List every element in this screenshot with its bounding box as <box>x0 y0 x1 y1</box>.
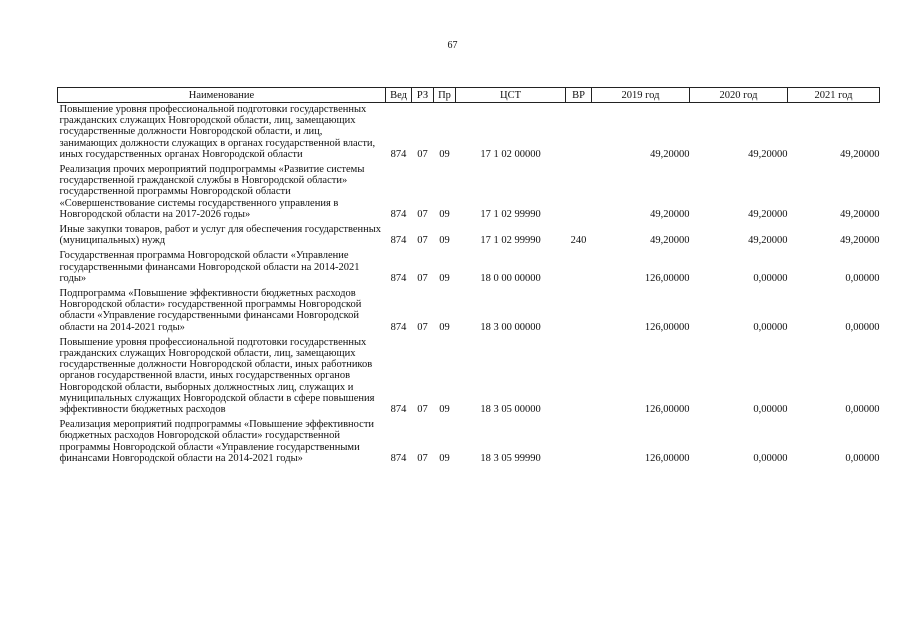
row-ved: 874 <box>390 148 407 160</box>
row-rz: 07 <box>417 272 428 284</box>
row-cst: 17 1 02 00000 <box>480 148 541 160</box>
row-cst: 17 1 02 99990 <box>480 208 541 220</box>
row-vr <box>566 103 592 164</box>
header-name: Наименование <box>58 88 386 103</box>
row-2020: 0,00000 <box>753 452 788 464</box>
row-name: Подпрограмма «Повышение эффективности бюджетных расходов Новгородской области» государственной программы Новгородской области «Управление государственными финансами Новгородской области на 2014-2021 годы» <box>59 288 362 333</box>
table-row <box>58 103 880 164</box>
row-name: Повышение уровня профессиональной подготовки государственных гражданских служащих Новгородской области, лиц, замещающих государственные должности Новгородской области, и лиц, занимающих должности служащих в органах государственной власти, иных государственных органах Новгородской области <box>59 104 376 160</box>
row-pr: 09 <box>439 452 450 464</box>
row-rz: 07 <box>417 235 428 247</box>
row-name: Реализация прочих мероприятий подпрограммы «Развитие системы государственной гражданской службы в Новгородской области» государственной программы Новгородской области «Совершенствование системы государственного управления в Новгородской области на 2017-2026 годы» <box>59 164 365 220</box>
row-rz: 07 <box>417 208 428 220</box>
row-2021: 0,00000 <box>845 452 880 464</box>
row-vr <box>566 418 592 467</box>
row-rz: 07 <box>417 148 428 160</box>
table-row <box>58 336 880 418</box>
row-vr: 240 <box>570 235 587 247</box>
row-rz: 07 <box>417 404 428 416</box>
row-2019: 126,00000 <box>644 272 690 284</box>
row-2019: 49,20000 <box>650 208 690 220</box>
row-2019: 126,00000 <box>644 452 690 464</box>
row-2021: 0,00000 <box>845 321 880 333</box>
row-cst: 18 3 05 00000 <box>480 404 541 416</box>
row-2020: 49,20000 <box>748 235 788 247</box>
row-cst: 18 0 00 00000 <box>480 272 541 284</box>
row-2019: 126,00000 <box>644 404 690 416</box>
row-2021: 0,00000 <box>845 272 880 284</box>
row-2020: 49,20000 <box>748 208 788 220</box>
row-pr: 09 <box>439 235 450 247</box>
row-ved: 874 <box>390 404 407 416</box>
row-2019: 49,20000 <box>650 148 690 160</box>
row-ved: 874 <box>390 235 407 247</box>
row-vr <box>566 336 592 418</box>
row-2020: 49,20000 <box>748 148 788 160</box>
row-cst: 18 3 05 99990 <box>480 452 541 464</box>
row-ved: 874 <box>390 452 407 464</box>
row-pr: 09 <box>439 272 450 284</box>
header-cst: ЦСТ <box>456 88 566 103</box>
table-header-row <box>58 88 880 103</box>
row-name: Повышение уровня профессиональной подготовки государственных гражданских служащих Новгородской области, лиц, замещающих государственные должности Новгородской области, иных работников органов государственной власти, иных государственных органов Новгородской области, выборных должностных лиц, служащих и муниципальных служащих Новгородской области в сфере повышения эффективности бюджетных расходов <box>59 336 375 416</box>
row-pr: 09 <box>439 148 450 160</box>
row-2020: 0,00000 <box>753 321 788 333</box>
header-2020: 2020 год <box>690 88 788 103</box>
row-2020: 0,00000 <box>753 272 788 284</box>
table-row <box>58 249 880 287</box>
row-cst: 18 3 00 00000 <box>480 321 541 333</box>
table-row <box>58 418 880 467</box>
row-2021: 49,20000 <box>840 148 880 160</box>
row-vr <box>566 287 592 336</box>
row-vr <box>566 163 592 223</box>
header-vr: ВР <box>566 88 592 103</box>
row-name: Иные закупки товаров, работ и услуг для обеспечения государственных (муниципальных) нужд <box>59 224 382 247</box>
row-ved: 874 <box>390 272 407 284</box>
header-2021: 2021 год <box>788 88 880 103</box>
header-2019: 2019 год <box>592 88 690 103</box>
header-ved: Вед <box>386 88 412 103</box>
table-row <box>58 287 880 336</box>
header-pr: Пр <box>434 88 456 103</box>
row-pr: 09 <box>439 321 450 333</box>
row-name: Реализация мероприятий подпрограммы «Повышение эффективности бюджетных расходов Новгородской области» государственной программы Новгородской области «Управление государственными финансами Новгородской области на 2014-2021 годы» <box>59 419 375 464</box>
row-pr: 09 <box>439 404 450 416</box>
row-vr <box>566 249 592 287</box>
table-row <box>58 163 880 223</box>
row-pr: 09 <box>439 208 450 220</box>
budget-table <box>57 87 880 467</box>
row-2019: 49,20000 <box>650 235 690 247</box>
row-rz: 07 <box>417 321 428 333</box>
row-rz: 07 <box>417 452 428 464</box>
row-cst: 17 1 02 99990 <box>480 235 541 247</box>
row-2021: 0,00000 <box>845 404 880 416</box>
row-2021: 49,20000 <box>840 235 880 247</box>
row-name: Государственная программа Новгородской области «Управление государственными финансами Новгородской области на 2014-2021 годы» <box>59 250 360 284</box>
table-row <box>58 223 880 249</box>
row-2020: 0,00000 <box>753 404 788 416</box>
page-number: 67 <box>447 40 458 51</box>
row-ved: 874 <box>390 208 407 220</box>
header-rz: РЗ <box>412 88 434 103</box>
row-2021: 49,20000 <box>840 208 880 220</box>
row-2019: 126,00000 <box>644 321 690 333</box>
row-ved: 874 <box>390 321 407 333</box>
